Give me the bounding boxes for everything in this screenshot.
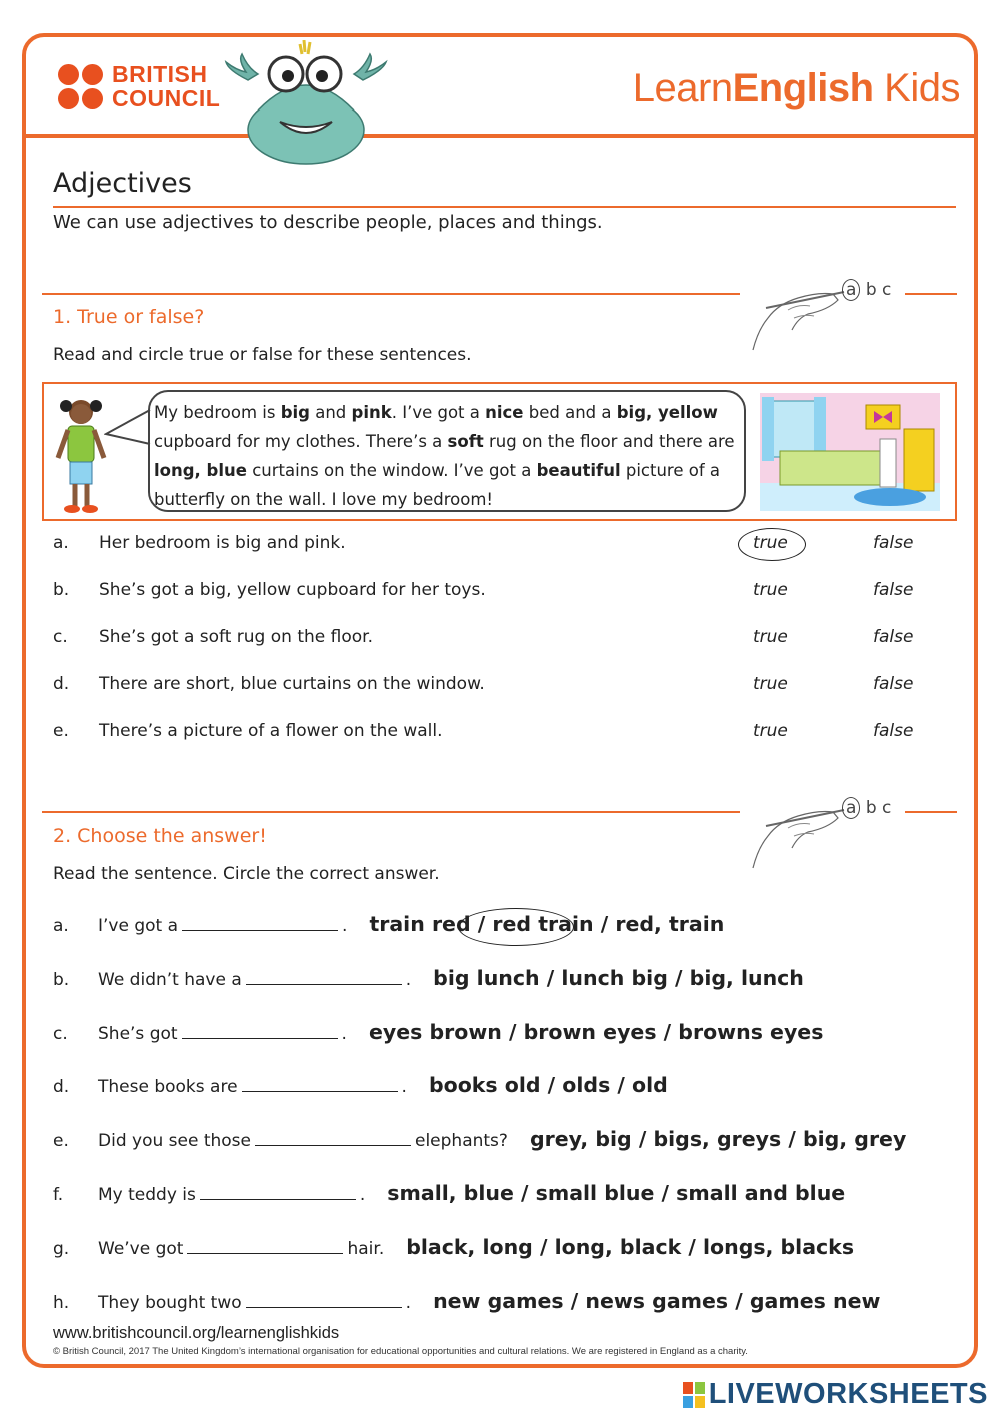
choice-sentence-end: hair. — [347, 1239, 385, 1259]
choice-letter: f. — [53, 1185, 64, 1205]
tf-letter: c. — [53, 627, 68, 647]
passage-text-5: cupboard for my clothes. There’s a — [154, 432, 448, 451]
liveworksheets-text: LIVEWORKSHEETS — [708, 1378, 988, 1410]
bc-logo-line2: COUNCIL — [112, 85, 221, 111]
choice-sentence-start: She’s got — [98, 1024, 178, 1044]
title-rule — [53, 206, 956, 208]
passage-text-6: rug on the floor and there are — [483, 432, 735, 451]
tf-true-option[interactable]: true — [753, 721, 788, 741]
girl-illustration-icon — [50, 392, 112, 516]
choice-sentence-end: . — [405, 970, 412, 990]
choice-sentence-start: They bought two — [98, 1293, 242, 1313]
passage-text-3: . I’ve got a — [391, 403, 486, 422]
choice-sentence-start: These books are — [98, 1077, 238, 1097]
choice-sentence-start: Did you see those — [98, 1131, 251, 1151]
tf-letter: b. — [53, 580, 70, 600]
choice-options[interactable]: big lunch / lunch big / big, lunch — [433, 966, 804, 990]
choice-letter: g. — [53, 1239, 70, 1259]
lek-learn: Learn — [632, 66, 733, 110]
choice-sentence-end: . — [341, 1024, 347, 1044]
passage-bubble — [148, 390, 746, 512]
liveworksheets-logo — [683, 1378, 988, 1411]
abc-circled-letter-2: a — [842, 797, 860, 819]
passage-bold-6: long, blue — [154, 461, 247, 480]
tf-sentence: There’s a picture of a flower on the wall. — [99, 721, 443, 741]
passage-text-1: My bedroom is — [154, 403, 281, 422]
section1-title: 1. True or false? — [53, 306, 205, 328]
tf-sentence: There are short, blue curtains on the window. — [99, 674, 485, 694]
tf-true-option[interactable]: true — [753, 580, 788, 600]
choice-sentence-start: My teddy is — [98, 1185, 196, 1205]
answer-blank[interactable] — [246, 1290, 402, 1308]
tf-false-option[interactable]: false — [873, 580, 914, 600]
answer-blank[interactable] — [255, 1128, 411, 1146]
bc-logo-line1: BRITISH — [112, 61, 208, 87]
learnenglish-kids-logo — [633, 66, 960, 111]
section1-instruction: Read and circle true or false for these sentences. — [53, 345, 472, 365]
tf-sentence: Her bedroom is big and pink. — [99, 533, 346, 553]
choice-sentence-end: . — [401, 1077, 407, 1097]
tf-sentence: She’s got a big, yellow cupboard for her toys. — [99, 580, 486, 600]
tf-sentence: She’s got a soft rug on the floor. — [99, 627, 373, 647]
abc-section2 — [842, 798, 891, 818]
choice-letter: d. — [53, 1077, 70, 1097]
section1-rule-left — [42, 293, 740, 295]
choice-options[interactable]: small, blue / small blue / small and blue — [387, 1181, 846, 1205]
section2-title: 2. Choose the answer! — [53, 825, 267, 847]
choice-options[interactable]: black, long / long, black / longs, blacks — [406, 1235, 855, 1259]
choice-letter: b. — [53, 970, 70, 990]
passage-bold-3: nice — [485, 403, 524, 422]
choice-options[interactable]: eyes brown / brown eyes / browns eyes — [368, 1020, 824, 1044]
choice-sentence-start: We didn’t have a — [98, 970, 242, 990]
choice-options[interactable]: grey, big / bigs, greys / big, grey — [529, 1127, 907, 1151]
abc-circled-letter: a — [842, 279, 860, 301]
choice-options[interactable]: new games / news games / games new — [433, 1289, 881, 1313]
tf-letter: d. — [53, 674, 70, 694]
monster-mascot-icon — [218, 40, 393, 165]
answer-blank[interactable] — [246, 967, 402, 985]
tf-false-option[interactable]: false — [873, 721, 914, 741]
tf-false-option[interactable]: false — [873, 674, 914, 694]
choice-letter: e. — [53, 1131, 69, 1151]
abc-section1 — [842, 280, 891, 300]
choice-sentence-end: . — [342, 916, 348, 936]
choice-letter: c. — [53, 1024, 68, 1044]
tf-false-option[interactable]: false — [873, 627, 914, 647]
answer-blank[interactable] — [200, 1182, 356, 1200]
tf-false-option[interactable]: false — [873, 533, 914, 553]
page-frame — [22, 33, 978, 1368]
section2-rule-left — [42, 811, 740, 813]
passage-bold-7: beautiful — [536, 461, 621, 480]
passage-text-7: curtains on the window. I’ve got a — [246, 461, 537, 480]
bc-dots-icon — [58, 64, 106, 112]
tf-true-option[interactable]: true — [753, 533, 788, 553]
lek-english: English — [732, 66, 874, 110]
choice-sentence-end: . — [359, 1185, 366, 1205]
liveworksheets-badge-icon — [683, 1382, 705, 1408]
section1-rule-right — [905, 293, 957, 295]
footer-copyright: © British Council, 2017 The United Kingdom’s international organisation for educational opportunities and cultural relations. We are registered in England as a charity. — [53, 1346, 748, 1357]
choice-sentence-start: We’ve got — [98, 1239, 184, 1259]
answer-blank[interactable] — [182, 1021, 338, 1039]
tf-true-option[interactable]: true — [753, 627, 788, 647]
british-council-logo — [58, 62, 228, 114]
header-divider — [26, 134, 974, 138]
passage-bold-5: soft — [447, 432, 484, 451]
bubble-tail-icon — [104, 408, 152, 448]
abc-letters: b c — [865, 280, 892, 300]
footer-url[interactable]: www.britishcouncil.org/learnenglishkids — [53, 1324, 340, 1342]
answer-blank[interactable] — [187, 1236, 343, 1254]
choice-sentence-start: I’ve got a — [98, 916, 179, 936]
abc-letters-2: b c — [865, 798, 892, 818]
tf-letter: a. — [53, 533, 69, 553]
lek-kids: Kids — [873, 66, 960, 110]
writing-hand-icon-2 — [748, 788, 848, 870]
choice-letter: a. — [53, 916, 69, 936]
choice-options[interactable]: train red / red train / red, train — [369, 912, 725, 936]
answer-blank[interactable] — [242, 1074, 398, 1092]
passage-bold-1: big — [280, 403, 310, 422]
choice-sentence-end: elephants? — [414, 1131, 508, 1151]
passage-text-4: bed and a — [523, 403, 617, 422]
choice-sentence-end: . — [405, 1293, 412, 1313]
passage-text-8: picture of a butterfly on the wall. I love my bedroom! — [154, 461, 721, 509]
tf-true-option[interactable]: true — [753, 674, 788, 694]
answer-blank[interactable] — [182, 913, 338, 931]
passage-bold-2: pink — [351, 403, 392, 422]
choice-options[interactable]: books old / olds / old — [428, 1073, 668, 1097]
writing-hand-icon — [748, 270, 848, 352]
choice-letter: h. — [53, 1293, 70, 1313]
section2-rule-right — [905, 811, 957, 813]
passage-text-2: and — [309, 403, 352, 422]
page-title: Adjectives — [53, 168, 192, 199]
passage-bold-4: big, yellow — [616, 403, 718, 422]
bedroom-illustration-icon — [760, 393, 940, 511]
section2-instruction: Read the sentence. Circle the correct answer. — [53, 864, 440, 884]
tf-letter: e. — [53, 721, 69, 741]
intro-text: We can use adjectives to describe people, places and things. — [53, 212, 603, 233]
